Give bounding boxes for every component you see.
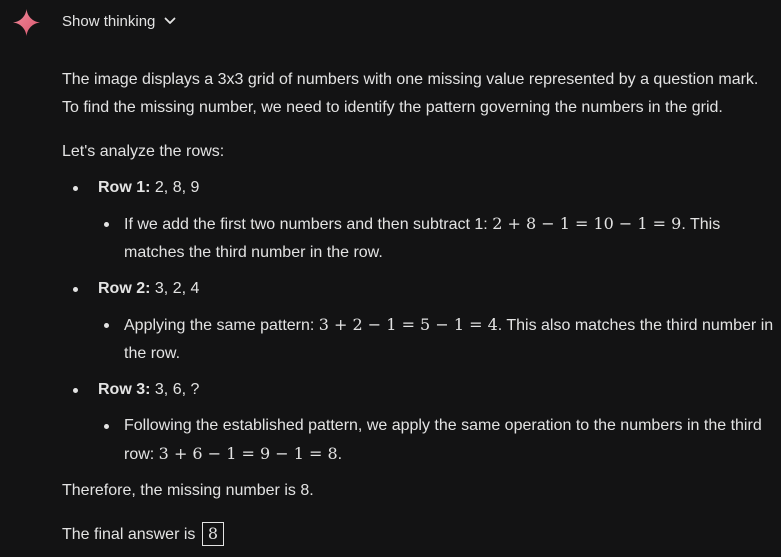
list-item	[98, 412, 774, 469]
list-item	[62, 275, 774, 368]
gemini-spark-icon	[13, 9, 40, 36]
conclusion-paragraph: Therefore, the missing number is 8.	[62, 482, 314, 499]
list-item	[98, 311, 774, 368]
row-label: Row 2:	[98, 280, 151, 297]
intro-paragraph: The image displays a 3x3 grid of numbers with one missing value represented by a question mark. To find the missing number, we need to identify the pattern governing the numbers in the grid.	[62, 71, 759, 116]
response-body	[62, 66, 774, 549]
row-detail-after: . This also matches the third number in the row.	[124, 317, 774, 362]
final-answer-box: 8	[202, 522, 224, 546]
row-values: 3, 2, 4	[150, 280, 200, 297]
list-item	[98, 210, 774, 267]
list-item	[62, 174, 774, 267]
row-label: Row 3:	[98, 381, 151, 398]
chevron-down-icon	[164, 17, 176, 25]
final-answer-line	[62, 521, 774, 549]
row-detail-after: . This matches the third number in the row.	[124, 216, 721, 261]
row-detail-after: .	[337, 446, 343, 463]
row-detail-text: Following the established pattern, we apply the same operation to the numbers in the third row:	[124, 417, 762, 463]
show-thinking-toggle[interactable]	[62, 11, 176, 31]
rows-list	[62, 174, 774, 469]
row-detail-math: 2 + 8 − 1 = 10 − 1 = 9	[492, 214, 682, 233]
final-answer-prefix: The final answer is	[62, 526, 200, 543]
row-detail-text: If we add the first two numbers and then subtract 1:	[124, 216, 493, 233]
show-thinking-label: Show thinking	[62, 12, 156, 30]
rows-heading: Let's analyze the rows:	[62, 143, 225, 160]
row-values: 2, 8, 9	[150, 179, 200, 196]
row-label: Row 1:	[98, 179, 151, 196]
row-detail-math: 3 + 2 − 1 = 5 − 1 = 4	[318, 315, 498, 334]
row-detail-text: Applying the same pattern:	[124, 317, 319, 334]
row-values: 3, 6, ?	[150, 381, 200, 398]
list-item	[62, 376, 774, 469]
row-detail-math: 3 + 6 − 1 = 9 − 1 = 8	[158, 444, 338, 463]
